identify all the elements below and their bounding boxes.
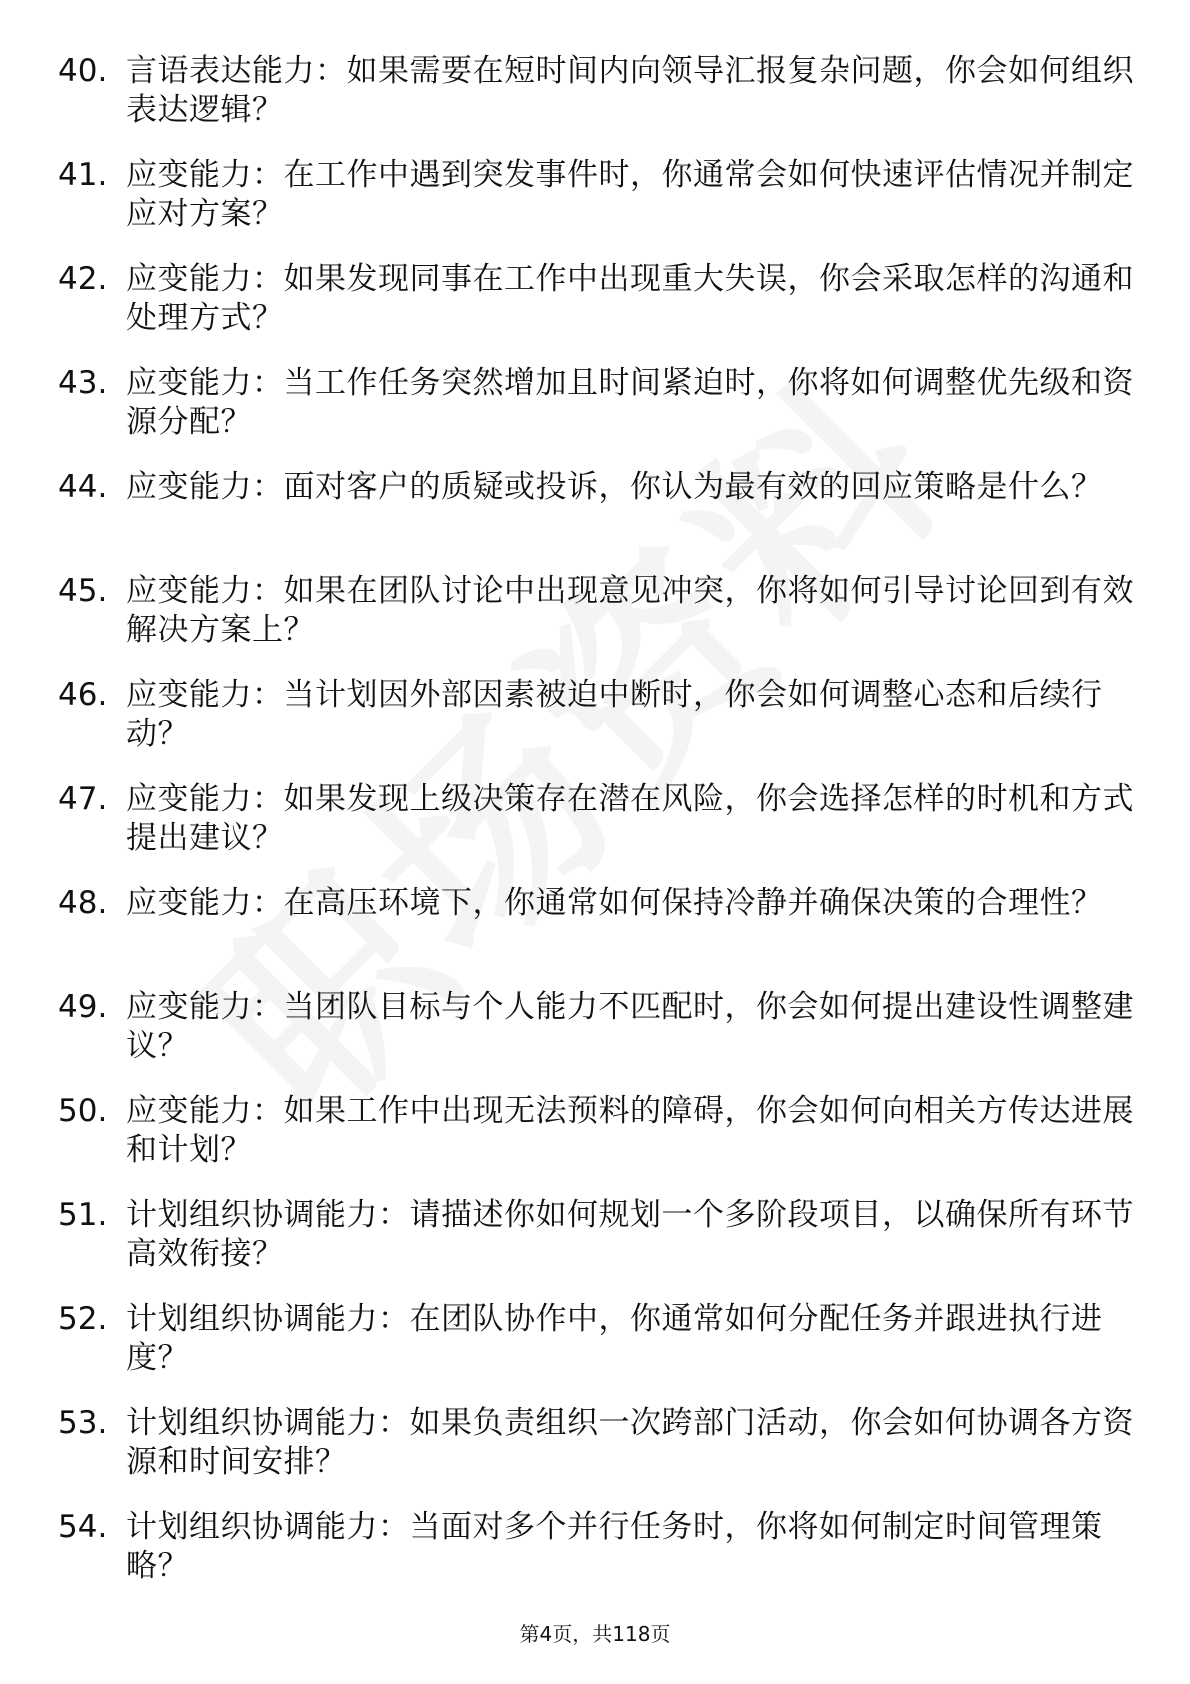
- question-text: 计划组织协调能力：请描述你如何规划一个多阶段项目，以确保所有环节高效衔接？: [126, 1197, 1134, 1272]
- page-footer: 第4页，共118页: [519, 1622, 671, 1646]
- question-text: 计划组织协调能力：当面对多个并行任务时，你将如何制定时间管理策略？: [126, 1509, 1103, 1584]
- question-text: 应变能力：如果在团队讨论中出现意见冲突，你将如何引导讨论回到有效解决方案上？: [126, 573, 1134, 648]
- question-text: 应变能力：如果工作中出现无法预料的障碍，你会如何向相关方传达进展和计划？: [126, 1093, 1134, 1168]
- question-text: 应变能力：在工作中遇到突发事件时，你通常会如何快速评估情况并制定应对方案？: [126, 157, 1134, 232]
- question-number: 40.: [58, 53, 108, 89]
- question-text: 应变能力：如果发现上级决策存在潜在风险，你会选择怎样的时机和方式提出建议？: [126, 781, 1134, 856]
- question-text: 计划组织协调能力：在团队协作中，你通常如何分配任务并跟进执行进度？: [126, 1301, 1103, 1376]
- question-text: 言语表达能力：如果需要在短时间内向领导汇报复杂问题，你会如何组织表达逻辑？: [126, 53, 1134, 128]
- list-item: [58, 676, 1138, 780]
- question-number: 43.: [58, 365, 108, 401]
- list-item: [58, 780, 1138, 884]
- list-item: [58, 572, 1138, 676]
- question-number: 45.: [58, 573, 108, 609]
- question-number: 49.: [58, 989, 108, 1025]
- list-item: [58, 364, 1138, 468]
- question-list: [58, 52, 1138, 1612]
- question-number: 42.: [58, 261, 108, 297]
- list-item: [58, 260, 1138, 364]
- list-item: [58, 1092, 1138, 1196]
- list-item: [58, 468, 1138, 572]
- list-item: [58, 1196, 1138, 1300]
- question-number: 44.: [58, 469, 108, 505]
- list-item: [58, 1300, 1138, 1404]
- question-text: 应变能力：如果发现同事在工作中出现重大失误，你会采取怎样的沟通和处理方式？: [126, 261, 1134, 336]
- question-number: 47.: [58, 781, 108, 817]
- question-number: 41.: [58, 157, 108, 193]
- question-number: 46.: [58, 677, 108, 713]
- question-number: 48.: [58, 885, 108, 921]
- question-text: 应变能力：在高压环境下，你通常如何保持冷静并确保决策的合理性？: [126, 885, 1103, 921]
- list-item: [58, 988, 1138, 1092]
- question-number: 53.: [58, 1405, 108, 1441]
- list-item: [58, 884, 1138, 988]
- list-item: [58, 1508, 1138, 1612]
- question-text: 应变能力：当计划因外部因素被迫中断时，你会如何调整心态和后续行动？: [126, 677, 1103, 752]
- question-number: 54.: [58, 1509, 108, 1545]
- question-text: 应变能力：面对客户的质疑或投诉，你认为最有效的回应策略是什么？: [126, 469, 1103, 505]
- list-item: [58, 1404, 1138, 1508]
- question-text: 应变能力：当工作任务突然增加且时间紧迫时，你将如何调整优先级和资源分配？: [126, 365, 1134, 440]
- question-number: 52.: [58, 1301, 108, 1337]
- question-number: 50.: [58, 1093, 108, 1129]
- list-item: [58, 156, 1138, 260]
- question-number: 51.: [58, 1197, 108, 1233]
- question-text: 应变能力：当团队目标与个人能力不匹配时，你会如何提出建设性调整建议？: [126, 989, 1134, 1064]
- question-text: 计划组织协调能力：如果负责组织一次跨部门活动，你会如何协调各方资源和时间安排？: [126, 1405, 1134, 1480]
- list-item: [58, 52, 1138, 156]
